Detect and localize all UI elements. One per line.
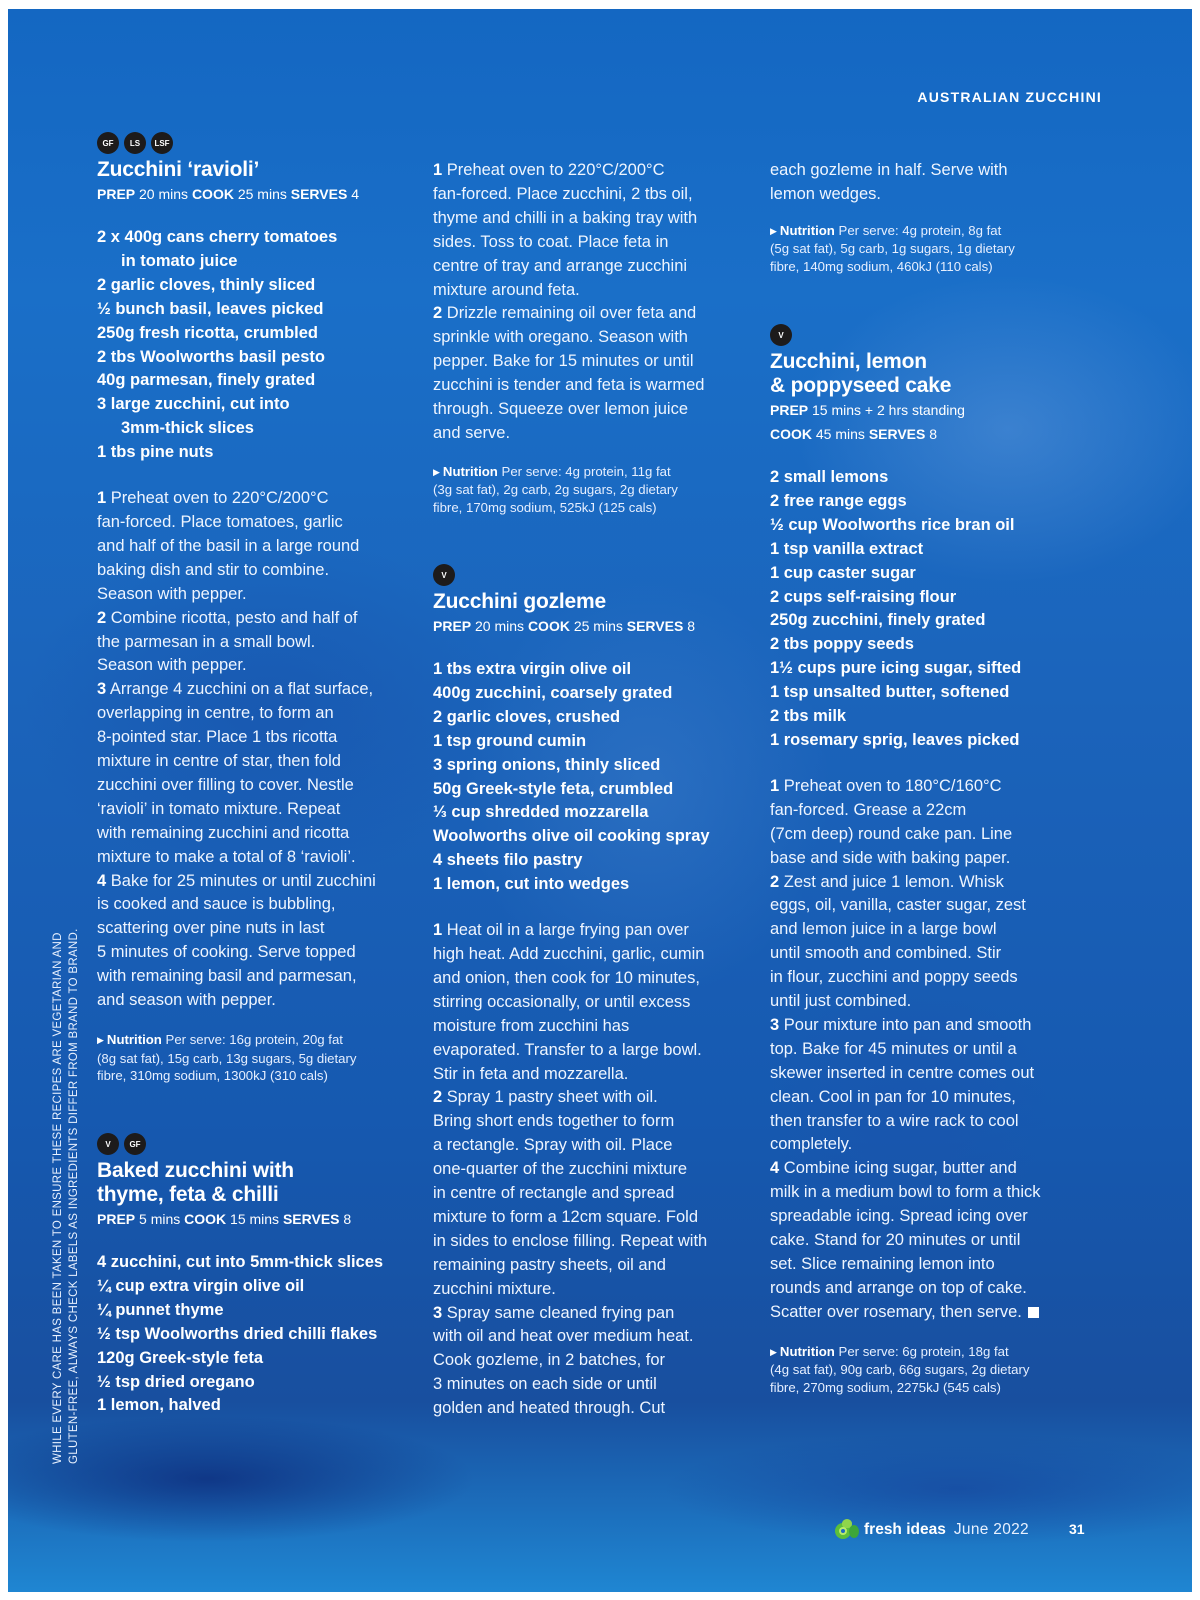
method-line xyxy=(433,1254,773,1278)
recipe-title: Baked zucchini with thyme, feta & chilli xyxy=(97,1159,294,1206)
recipe-meta: PREP 20 mins COOK 25 mins SERVES 8 xyxy=(433,618,695,634)
method-line xyxy=(97,559,437,583)
method-line xyxy=(433,1158,773,1182)
recipe-zucchini-ravioli xyxy=(97,132,437,1085)
step-text: Heat oil in a large frying pan over xyxy=(446,921,689,940)
step-text: eggs, oil, vanilla, caster sugar, zest xyxy=(770,896,1026,915)
disclaimer-line: WHILE EVERY CARE HAS BEEN TAKEN TO ENSURE THESE RECIPES ARE VEGETARIAN AND xyxy=(52,932,64,1464)
method-line xyxy=(97,965,437,989)
step-text: with remaining basil and parmesan, xyxy=(97,967,357,986)
step-text: Drizzle remaining oil over feta and xyxy=(446,304,697,323)
method-line xyxy=(433,967,773,991)
method-steps xyxy=(433,919,773,1421)
ingredient-list xyxy=(433,658,773,897)
step-text: zucchini over filling to cover. Nestle xyxy=(97,775,354,794)
diet-badges xyxy=(433,564,773,586)
method-line xyxy=(770,1277,1110,1301)
method-line xyxy=(433,1110,773,1134)
step-text: Combine icing sugar, butter and xyxy=(783,1159,1017,1178)
step-text: each gozleme in half. Serve with xyxy=(770,161,1008,179)
method-line xyxy=(97,822,437,846)
method-line xyxy=(770,918,1110,942)
step-text: 3 minutes on each side or until xyxy=(433,1375,657,1394)
method-line xyxy=(770,871,1110,895)
ingredient-item: 1 tbs extra virgin olive oil xyxy=(433,660,632,678)
method-line xyxy=(433,1302,773,1326)
method-line xyxy=(433,1039,773,1063)
ingredient-item: 1 lemon, cut into wedges xyxy=(433,875,630,894)
method-line xyxy=(770,159,1110,183)
method-line xyxy=(770,1253,1110,1277)
step-text: a rectangle. Spray with oil. Place xyxy=(433,1136,673,1155)
step-text: in flour, zucchini and poppy seeds xyxy=(770,968,1018,987)
nutrition-line xyxy=(97,1050,437,1068)
ingredient-item: 3mm-thick slices xyxy=(121,419,254,438)
method-line xyxy=(770,847,1110,871)
method-line xyxy=(770,1086,1110,1110)
ingredient-item: 2 tbs milk xyxy=(770,707,847,726)
step-text: cake. Stand for 20 minutes or until xyxy=(770,1231,1021,1250)
nutrition-label: Nutrition xyxy=(442,463,498,479)
recipe-zucchini-lemon-poppyseed-cake xyxy=(770,324,1110,1396)
step-text: Season with pepper. xyxy=(97,656,247,675)
diet-badges xyxy=(97,1133,437,1155)
step-number: 1 xyxy=(97,489,107,508)
method-line xyxy=(433,302,773,326)
step-text: high heat. Add zucchini, garlic, cumin xyxy=(433,944,705,963)
method-line xyxy=(433,1278,773,1302)
method-line xyxy=(433,1349,773,1373)
nutrition-line xyxy=(433,463,773,482)
ingredient-item: ½ bunch basil, leaves picked xyxy=(97,299,324,318)
nutrition-line xyxy=(433,499,773,517)
method-line xyxy=(770,1133,1110,1157)
method-line xyxy=(433,1373,773,1397)
method-line xyxy=(97,654,437,678)
method-line xyxy=(433,279,773,303)
step-text: set. Slice remaining lemon into xyxy=(770,1255,995,1273)
step-text: and half of the basil in a large round xyxy=(97,536,360,555)
ingredient-item: 1 tsp ground cumin xyxy=(433,731,587,750)
method-line xyxy=(433,1397,773,1421)
method-line xyxy=(770,1014,1110,1038)
nutrition-text: Per serve: 4g protein, 11g fat xyxy=(501,463,671,479)
step-text: sides. Toss to coat. Place feta in xyxy=(433,232,669,251)
method-line xyxy=(97,607,437,631)
nutrition-info xyxy=(433,463,773,517)
method-steps xyxy=(770,775,1110,1325)
ingredient-item: 2 garlic cloves, crushed xyxy=(433,707,621,726)
method-line xyxy=(433,1206,773,1230)
step-text: evaporated. Transfer to a large bowl. xyxy=(433,1040,702,1059)
method-line xyxy=(97,487,437,511)
step-text: with oil and heat over medium heat. xyxy=(433,1327,694,1346)
ingredient-item: 250g zucchini, finely grated xyxy=(770,611,986,630)
method-line xyxy=(770,799,1110,823)
step-text: remaining pastry sheets, oil and xyxy=(433,1255,666,1274)
ingredient-item: 2 cups self-raising flour xyxy=(770,587,957,606)
ingredient-item: 120g Greek-style feta xyxy=(97,1348,264,1367)
step-text: and serve. xyxy=(433,423,511,442)
method-line xyxy=(770,1038,1110,1062)
step-text: top. Bake for 45 minutes or until a xyxy=(770,1039,1017,1058)
recipe-meta: PREP 20 mins COOK 25 mins SERVES 4 xyxy=(97,186,359,202)
step-text: rounds and arrange on top of cake. xyxy=(770,1278,1027,1297)
step-text: thyme and chilli in a baking tray with xyxy=(433,208,698,227)
badge-low-salt: LS xyxy=(124,132,146,154)
step-text: milk in a medium bowl to form a thick xyxy=(770,1183,1041,1202)
method-line xyxy=(770,1229,1110,1253)
step-text: with remaining zucchini and ricotta xyxy=(97,823,350,842)
nutrition-label: Nutrition xyxy=(779,1343,835,1359)
method-line xyxy=(433,1325,773,1349)
step-text: fan-forced. Place zucchini, 2 tbs oil, xyxy=(433,184,693,203)
triangle-bullet-icon: ▶ xyxy=(770,225,777,236)
ingredient-item: 250g fresh ricotta, crumbled xyxy=(97,323,318,342)
badge-vegetarian: V xyxy=(97,1133,119,1155)
method-line xyxy=(770,1205,1110,1229)
nutrition-text: Per serve: 16g protein, 20g fat xyxy=(165,1032,343,1047)
nutrition-line xyxy=(770,1361,1110,1379)
nutrition-text: fibre, 270mg sodium, 2275kJ (545 cals) xyxy=(770,1379,1001,1395)
method-line xyxy=(433,350,773,374)
method-line xyxy=(433,943,773,967)
triangle-bullet-icon: ▶ xyxy=(770,1346,777,1357)
method-line xyxy=(97,989,437,1013)
ingredient-item: ½ tsp dried oregano xyxy=(97,1372,255,1391)
method-line xyxy=(433,1086,773,1110)
method-line xyxy=(97,798,437,822)
ingredient-item: in tomato juice xyxy=(121,251,238,270)
ingredient-item: 4 zucchini, cut into 5mm-thick slices xyxy=(97,1253,384,1271)
recipe-title: Zucchini ‘ravioli’ xyxy=(97,158,260,181)
step-text: sprinkle with oregano. Season with xyxy=(433,328,688,347)
method-steps xyxy=(97,487,437,1013)
step-text: ‘ravioli’ in tomato mixture. Repeat xyxy=(97,799,341,818)
step-text: Spray 1 pastry sheet with oil. xyxy=(446,1088,658,1107)
step-text: through. Squeeze over lemon juice xyxy=(433,400,688,419)
method-line xyxy=(433,231,773,255)
dietary-disclaimer xyxy=(50,904,82,1464)
method-line xyxy=(433,374,773,398)
nutrition-line xyxy=(97,1031,437,1050)
nutrition-text: fibre, 310mg sodium, 1300kJ (310 cals) xyxy=(97,1068,328,1083)
step-text: completely. xyxy=(770,1135,853,1154)
method-line xyxy=(97,511,437,535)
ingredient-item: Woolworths olive oil cooking spray xyxy=(433,827,710,846)
step-text: base and side with baking paper. xyxy=(770,848,1011,867)
badge-gluten-free: GF xyxy=(124,1133,146,1155)
method-line xyxy=(433,159,773,183)
step-text: in sides to enclose filling. Repeat with xyxy=(433,1231,708,1250)
nutrition-text: (4g sat fat), 90g carb, 66g sugars, 2g dietary xyxy=(770,1362,1030,1378)
step-text: mixture around feta. xyxy=(433,280,580,299)
step-number: 4 xyxy=(770,1159,780,1178)
ingredient-item: 1 tsp unsalted butter, softened xyxy=(770,683,1010,702)
badge-gluten-free: GF xyxy=(97,132,119,154)
nutrition-line xyxy=(770,222,1110,241)
method-line xyxy=(770,1062,1110,1086)
step-text: one-quarter of the zucchini mixture xyxy=(433,1160,688,1179)
ingredient-item: 2 x 400g cans cherry tomatoes xyxy=(97,228,338,246)
step-text: golden and heated through. Cut xyxy=(433,1399,666,1418)
issue-date: June 2022 xyxy=(953,1521,1029,1538)
method-line xyxy=(433,326,773,350)
step-text: Cook gozleme, in 2 batches, for xyxy=(433,1351,666,1370)
step-text: (7cm deep) round cake pan. Line xyxy=(770,824,1013,843)
method-line xyxy=(97,631,437,655)
step-text: until smooth and combined. Stir xyxy=(770,944,1002,963)
step-text: pepper. Bake for 15 minutes or until xyxy=(433,352,694,371)
step-text: fan-forced. Place tomatoes, garlic xyxy=(97,512,343,531)
method-line xyxy=(433,1015,773,1039)
nutrition-line xyxy=(770,240,1110,258)
nutrition-label: Nutrition xyxy=(106,1032,162,1047)
step-text: until just combined. xyxy=(770,992,912,1011)
method-line xyxy=(433,1063,773,1087)
ingredient-item: ¼ cup extra virgin olive oil xyxy=(97,1276,305,1295)
triangle-bullet-icon: ▶ xyxy=(433,466,440,477)
recipe-zucchini-gozleme xyxy=(433,564,773,1421)
method-line xyxy=(433,255,773,279)
ingredient-item: 2 tbs Woolworths basil pesto xyxy=(97,347,325,366)
method-line xyxy=(770,1110,1110,1134)
method-line xyxy=(770,775,1110,799)
method-line xyxy=(770,1301,1110,1325)
method-line xyxy=(97,702,437,726)
method-line xyxy=(770,823,1110,847)
step-text: stirring occasionally, or until excess xyxy=(433,992,691,1011)
page-number: 31 xyxy=(1069,1521,1085,1537)
nutrition-line xyxy=(770,258,1110,276)
method-line xyxy=(97,678,437,702)
step-text: centre of tray and arrange zucchini xyxy=(433,256,688,275)
ingredient-item: 1 tsp vanilla extract xyxy=(770,539,924,558)
method-line xyxy=(97,535,437,559)
ingredient-list xyxy=(770,466,1110,753)
ingredient-list xyxy=(97,226,437,465)
nutrition-text: (3g sat fat), 2g carb, 2g sugars, 2g dietary xyxy=(433,482,678,498)
step-text: and lemon juice in a large bowl xyxy=(770,920,997,939)
step-text: the parmesan in a small bowl. xyxy=(97,632,316,651)
step-text: Arrange 4 zucchini on a flat surface, xyxy=(109,680,374,699)
step-text: mixture in centre of star, then fold xyxy=(97,752,341,771)
step-text: overlapping in centre, to form an xyxy=(97,704,334,723)
woolworths-logo-icon xyxy=(833,1519,859,1541)
ingredient-item: 4 sheets filo pastry xyxy=(433,851,583,870)
nutrition-text: (8g sat fat), 15g carb, 13g sugars, 5g dietary xyxy=(97,1050,357,1066)
method-line xyxy=(433,1182,773,1206)
step-number: 3 xyxy=(97,680,107,699)
step-number: 3 xyxy=(433,1303,443,1322)
step-text: Spray same cleaned frying pan xyxy=(446,1303,675,1322)
method-line xyxy=(433,398,773,422)
step-text: Combine ricotta, pesto and half of xyxy=(110,608,358,627)
ingredient-item: 1 cup caster sugar xyxy=(770,563,916,582)
method-line xyxy=(770,894,1110,918)
method-line xyxy=(433,422,773,446)
step-text: then transfer to a wire rack to cool xyxy=(770,1111,1019,1130)
badge-vegetarian: V xyxy=(770,324,792,346)
nutrition-line xyxy=(433,481,773,499)
nutrition-line xyxy=(770,1343,1110,1362)
ingredient-list xyxy=(97,1251,437,1418)
step-text: lemon wedges. xyxy=(770,184,881,203)
step-number: 1 xyxy=(770,776,780,795)
section-label: AUSTRALIAN ZUCCHINI xyxy=(917,89,1102,105)
method-line xyxy=(97,893,437,917)
badge-vegetarian: V xyxy=(433,564,455,586)
step-text: Preheat oven to 220°C/200°C xyxy=(446,161,665,179)
nutrition-info xyxy=(97,1031,437,1085)
method-line xyxy=(770,1157,1110,1181)
method-line xyxy=(97,941,437,965)
ingredient-item: 1½ cups pure icing sugar, sifted xyxy=(770,659,1022,678)
step-text: baking dish and stir to combine. xyxy=(97,560,330,579)
method-line xyxy=(433,1134,773,1158)
step-text: 5 minutes of cooking. Serve topped xyxy=(97,943,356,962)
step-number: 2 xyxy=(770,872,780,891)
ingredient-item: ¼ punnet thyme xyxy=(97,1300,224,1319)
method-line xyxy=(97,583,437,607)
method-line xyxy=(97,870,437,894)
step-text: Pour mixture into pan and smooth xyxy=(783,1015,1032,1034)
method-line xyxy=(433,991,773,1015)
step-text: moisture from zucchini has xyxy=(433,1016,630,1035)
magazine-brand: fresh ideas xyxy=(864,1521,946,1538)
nutrition-text: fibre, 140mg sodium, 460kJ (110 cals) xyxy=(770,258,993,274)
method-line xyxy=(433,1230,773,1254)
badge-low-sat-fat: LSF xyxy=(151,132,173,154)
nutrition-label: Nutrition xyxy=(779,222,835,238)
step-text: and onion, then cook for 10 minutes, xyxy=(433,968,700,987)
step-text: Bring short ends together to form xyxy=(433,1112,675,1131)
recipe-meta: PREP 5 mins COOK 15 mins SERVES 8 xyxy=(97,1211,352,1227)
step-number: 2 xyxy=(433,1088,443,1107)
method-line xyxy=(770,183,1110,207)
footer xyxy=(833,1519,1029,1541)
step-text: fan-forced. Grease a 22cm xyxy=(770,800,967,819)
method-line xyxy=(433,183,773,207)
step-text: mixture to make a total of 8 ‘ravioli’. xyxy=(97,847,356,866)
ingredient-item: 2 tbs poppy seeds xyxy=(770,635,914,654)
step-text: mixture to form a 12cm square. Fold xyxy=(433,1207,699,1226)
nutrition-text: (5g sat fat), 5g carb, 1g sugars, 1g dietary xyxy=(770,241,1015,257)
end-of-article-icon xyxy=(1028,1307,1039,1318)
step-number: 1 xyxy=(433,161,443,179)
ingredient-item: 2 free range eggs xyxy=(770,491,907,510)
ingredient-item: 1 tbs pine nuts xyxy=(97,443,214,462)
step-text: Scatter over rosemary, then serve. xyxy=(770,1302,1022,1321)
recipe-title: Zucchini gozleme xyxy=(433,590,606,613)
step-text: Preheat oven to 220°C/200°C xyxy=(110,489,329,508)
step-text: clean. Cool in pan for 10 minutes, xyxy=(770,1087,1016,1106)
diet-badges xyxy=(97,132,437,154)
method-line xyxy=(433,207,773,231)
step-text: zucchini mixture. xyxy=(433,1279,556,1298)
magazine-page xyxy=(8,9,1192,1592)
ingredient-item: ½ cup Woolworths rice bran oil xyxy=(770,515,1015,534)
nutrition-info xyxy=(770,222,1110,276)
nutrition-line xyxy=(770,1379,1110,1397)
step-text: Season with pepper. xyxy=(97,584,247,603)
method-line xyxy=(97,917,437,941)
method-line xyxy=(770,1181,1110,1205)
ingredient-item: 50g Greek-style feta, crumbled xyxy=(433,779,674,798)
method-steps xyxy=(770,159,1110,207)
step-text: in centre of rectangle and spread xyxy=(433,1184,675,1203)
ingredient-item: 40g parmesan, finely grated xyxy=(97,371,316,390)
step-text: scattering over pine nuts in last xyxy=(97,919,325,938)
method-line xyxy=(770,966,1110,990)
method-line xyxy=(433,919,773,943)
recipe-baked-zucchini xyxy=(97,1133,437,1418)
step-text: spreadable icing. Spread icing over xyxy=(770,1207,1028,1226)
nutrition-info xyxy=(770,1343,1110,1397)
ingredient-item: 400g zucchini, coarsely grated xyxy=(433,683,673,702)
step-number: 2 xyxy=(433,304,443,323)
step-number: 4 xyxy=(97,871,107,890)
method-line xyxy=(770,942,1110,966)
step-text: zucchini is tender and feta is warmed xyxy=(433,376,705,395)
ingredient-item: 2 garlic cloves, thinly sliced xyxy=(97,275,316,294)
step-text: Zest and juice 1 lemon. Whisk xyxy=(783,872,1004,891)
nutrition-line xyxy=(97,1067,437,1085)
step-text: Stir in feta and mozzarella. xyxy=(433,1064,629,1083)
nutrition-text: fibre, 170mg sodium, 525kJ (125 cals) xyxy=(433,499,657,515)
method-steps xyxy=(433,159,773,446)
nutrition-text: Per serve: 6g protein, 18g fat xyxy=(838,1343,1009,1359)
method-line xyxy=(770,990,1110,1014)
disclaimer-line: GLUTEN-FREE, ALWAYS CHECK LABELS AS INGREDIENTS DIFFER FROM BRAND TO BRAND. xyxy=(68,928,80,1464)
recipe-baked-zucchini-method xyxy=(433,159,773,516)
diet-badges xyxy=(770,324,1110,346)
step-text: is cooked and sauce is bubbling, xyxy=(97,895,336,914)
step-text: Preheat oven to 180°C/160°C xyxy=(783,776,1002,795)
ingredient-item: 1 rosemary sprig, leaves picked xyxy=(770,730,1020,749)
step-text: 8-pointed star. Place 1 tbs ricotta xyxy=(97,728,338,747)
step-text: and season with pepper. xyxy=(97,991,276,1010)
nutrition-text: Per serve: 4g protein, 8g fat xyxy=(838,222,1002,238)
step-number: 1 xyxy=(433,921,443,940)
step-text: Bake for 25 minutes or until zucchini xyxy=(110,871,376,890)
step-number: 2 xyxy=(97,608,107,627)
triangle-bullet-icon: ▶ xyxy=(97,1035,104,1045)
recipe-zucchini-gozleme-continued xyxy=(770,159,1110,275)
method-line xyxy=(97,726,437,750)
ingredient-item: 3 large zucchini, cut into xyxy=(97,395,290,414)
ingredient-item: 1 lemon, halved xyxy=(97,1396,221,1415)
method-line xyxy=(97,750,437,774)
ingredient-item: 3 spring onions, thinly sliced xyxy=(433,755,661,774)
ingredient-item: 2 small lemons xyxy=(770,468,889,486)
recipe-meta: PREP 15 mins + 2 hrs standing COOK 45 mins SERVES 8 xyxy=(770,402,965,442)
recipe-title: Zucchini, lemon & poppyseed cake xyxy=(770,350,952,397)
step-text: skewer inserted in centre comes out xyxy=(770,1063,1035,1082)
method-line xyxy=(97,774,437,798)
ingredient-item: ⅓ cup shredded mozzarella xyxy=(433,803,649,822)
step-number: 3 xyxy=(770,1015,780,1034)
ingredient-item: ½ tsp Woolworths dried chilli flakes xyxy=(97,1324,378,1343)
method-line xyxy=(97,846,437,870)
